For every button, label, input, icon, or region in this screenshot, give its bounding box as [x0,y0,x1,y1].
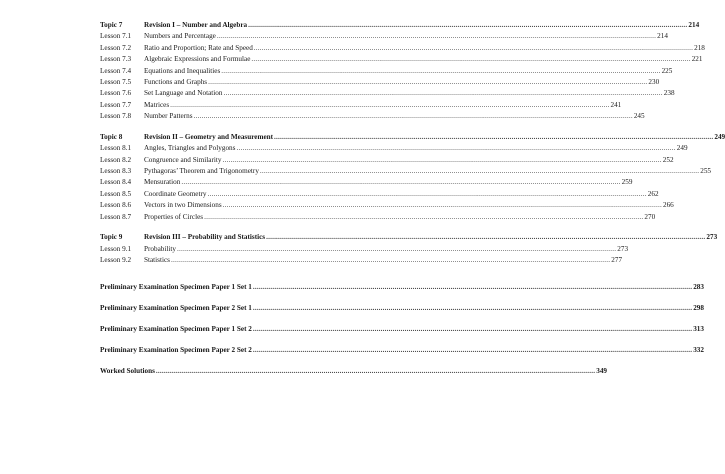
lesson-label: Lesson 8.4 [100,178,132,187]
dot-leader: ............................................................................................................................................................................................................................ [222,155,662,164]
section-gap [100,294,383,303]
entry-line [144,100,622,111]
dot-leader: ............................................................................................................................................................................................................................ [155,366,596,375]
entry-line [144,132,725,143]
entry-line [144,31,668,42]
lesson-row[interactable] [100,177,633,188]
appendix-row[interactable] [100,345,704,356]
page-number: 225 [661,66,673,75]
entry-line [144,255,623,266]
topic-row[interactable] [100,20,700,31]
appendix-row[interactable] [100,282,704,293]
lesson-title: Angles, Triangles and Polygons [144,143,236,154]
entry-line [144,66,673,77]
lesson-label: Lesson 8.6 [100,201,132,210]
appendix-row[interactable] [100,366,608,377]
lesson-label: Lesson 8.1 [100,144,132,153]
lesson-row[interactable] [100,111,645,122]
lesson-label: Lesson 9.2 [100,256,132,265]
lesson-label: Lesson 7.3 [100,55,132,64]
page-number: 221 [691,55,703,64]
lesson-title: Congruence and Similarity [144,155,222,166]
page-number: 218 [694,43,705,52]
lesson-label: Lesson 7.4 [100,66,132,75]
page-number: 277 [611,256,623,265]
dot-leader: ............................................................................................................................................................................................................................ [252,304,693,313]
topic-row[interactable] [100,132,725,143]
dot-leader: ............................................................................................................................................................................................................................ [236,144,676,153]
dot-leader: ............................................................................................................................................................................................................................ [252,283,693,292]
page-number: 245 [633,112,645,121]
page-number: 273 [617,244,629,253]
page-number: 266 [662,201,674,210]
dot-leader: ............................................................................................................................................................................................................................ [222,201,662,210]
dot-leader: ............................................................................................................................................................................................................................ [248,21,688,29]
entry-line [144,88,675,99]
page-number: 249 [676,144,688,153]
page-number: 270 [644,212,656,221]
dot-leader: ............................................................................................................................................................................................................................ [193,112,633,121]
lesson-row[interactable] [100,155,674,166]
dot-leader: ............................................................................................................................................................................................................................ [251,55,691,64]
entry-line [100,303,704,314]
topic-label: Topic 8 [100,132,123,141]
dot-leader: ............................................................................................................................................................................................................................ [176,244,617,253]
appendix-title: Preliminary Examination Specimen Paper 2 Set 2 [100,345,253,356]
entry-line [144,155,674,166]
appendix-title: Worked Solutions [100,366,156,377]
lesson-label: Lesson 9.1 [100,244,132,253]
section-gap [100,267,383,283]
lesson-title: Properties of Circles [144,212,204,223]
page-number: 241 [610,100,622,109]
entry-line [144,200,674,211]
lesson-row[interactable] [100,244,629,255]
section-gap [100,123,383,132]
lesson-row[interactable] [100,43,705,54]
dot-leader: ............................................................................................................................................................................................................................ [252,324,693,333]
dot-leader: ............................................................................................................................................................................................................................ [170,100,610,109]
entry-line [144,232,718,243]
page-number: 283 [693,283,704,292]
dot-leader: ............................................................................................................................................................................................................................ [204,212,644,221]
topic-title: Revision II – Geometry and Measurement [144,132,274,143]
lesson-label: Lesson 8.7 [100,212,132,221]
lesson-label: Lesson 7.8 [100,112,132,121]
lesson-label: Lesson 7.5 [100,77,132,86]
page-number: 255 [700,167,712,176]
entry-line [100,366,608,377]
page-number: 298 [693,304,704,313]
page-number: 230 [648,77,660,86]
page-number: 262 [647,189,659,198]
entry-line [144,143,688,154]
dot-leader: ............................................................................................................................................................................................................................ [221,66,661,75]
page-number: 313 [693,324,704,333]
lesson-row[interactable] [100,66,673,77]
topic-label: Topic 7 [100,21,123,29]
entry-line [100,324,704,335]
section-gap [100,223,383,232]
dot-leader: ............................................................................................................................................................................................................................ [259,167,700,176]
appendix-row[interactable] [100,303,704,314]
lesson-row[interactable] [100,143,688,154]
lesson-row[interactable] [100,54,703,65]
appendix-title: Preliminary Examination Specimen Paper 1 Set 2 [100,324,253,335]
entry-line [144,43,705,54]
appendix-row[interactable] [100,324,704,335]
page-number: 214 [657,32,668,41]
lesson-row[interactable] [100,31,668,42]
dot-leader: ............................................................................................................................................................................................................................ [207,189,647,198]
lesson-title: Set Language and Notation [144,88,223,99]
entry-line [144,20,700,31]
lesson-title: Probability [144,244,177,255]
dot-leader: ............................................................................................................................................................................................................................ [274,132,714,141]
page-number: 259 [621,178,633,187]
lesson-label: Lesson 7.6 [100,89,132,98]
lesson-row[interactable] [100,212,656,223]
entry-line [144,244,629,255]
entry-line [144,189,659,200]
lesson-row[interactable] [100,88,675,99]
lesson-row[interactable] [100,189,659,200]
lesson-row[interactable] [100,255,623,266]
entry-line [144,166,712,177]
dot-leader: ............................................................................................................................................................................................................................ [266,233,706,242]
dot-leader: ............................................................................................................................................................................................................................ [208,77,648,86]
lesson-title: Numbers and Percentage [144,31,217,42]
page-number: 238 [663,89,675,98]
topic-title: Revision I – Number and Algebra [144,20,248,31]
page-number: 249 [714,132,725,141]
topic-row[interactable] [100,232,718,243]
dot-leader: ............................................................................................................................................................................................................................ [216,32,657,41]
entry-line [144,111,645,122]
section-gap [100,356,383,365]
lesson-title: Matrices [144,100,170,111]
page-number: 273 [706,233,718,242]
topic-title: Revision III – Probability and Statistics [144,232,266,243]
section-gap [100,315,383,324]
dot-leader: ............................................................................................................................................................................................................................ [253,43,694,52]
dot-leader: ............................................................................................................................................................................................................................ [223,89,663,98]
lesson-title: Functions and Graphs [144,77,208,88]
lesson-label: Lesson 8.2 [100,155,132,164]
lesson-title: Ratio and Proportion; Rate and Speed [144,43,254,54]
lesson-title: Number Patterns [144,111,194,122]
entry-line [144,212,656,223]
lesson-title: Pythagoras’ Theorem and Trigonometry [144,166,260,177]
entry-line [144,54,703,65]
lesson-label: Lesson 7.7 [100,100,132,109]
entry-line [144,77,660,88]
lesson-title: Mensuration [144,177,181,188]
section-gap [100,335,383,344]
entry-line [100,282,704,293]
lesson-label: Lesson 8.3 [100,167,132,176]
lesson-title: Vectors in two Dimensions [144,200,223,211]
appendix-title: Preliminary Examination Specimen Paper 2 Set 1 [100,303,253,314]
appendix-title: Preliminary Examination Specimen Paper 1 Set 1 [100,282,253,293]
lesson-row[interactable] [100,77,660,88]
lesson-row[interactable] [100,166,712,177]
dot-leader: ............................................................................................................................................................................................................................ [170,256,611,265]
lesson-title: Algebraic Expressions and Formulae [144,54,251,65]
lesson-label: Lesson 8.5 [100,189,132,198]
page-number: 214 [688,21,700,29]
lesson-row[interactable] [100,100,622,111]
page-number: 332 [693,345,704,354]
entry-line [144,177,633,188]
topic-label: Topic 9 [100,233,123,242]
table-of-contents [100,20,725,377]
page-number: 349 [596,366,608,375]
lesson-label: Lesson 7.2 [100,43,132,52]
dot-leader: ............................................................................................................................................................................................................................ [181,178,621,187]
lesson-title: Coordinate Geometry [144,189,207,200]
dot-leader: ............................................................................................................................................................................................................................ [252,345,693,354]
lesson-title: Equations and Inequalities [144,66,221,77]
lesson-title: Statistics [144,255,171,266]
lesson-row[interactable] [100,200,674,211]
lesson-label: Lesson 7.1 [100,32,132,41]
entry-line [100,345,704,356]
page-number: 252 [662,155,674,164]
